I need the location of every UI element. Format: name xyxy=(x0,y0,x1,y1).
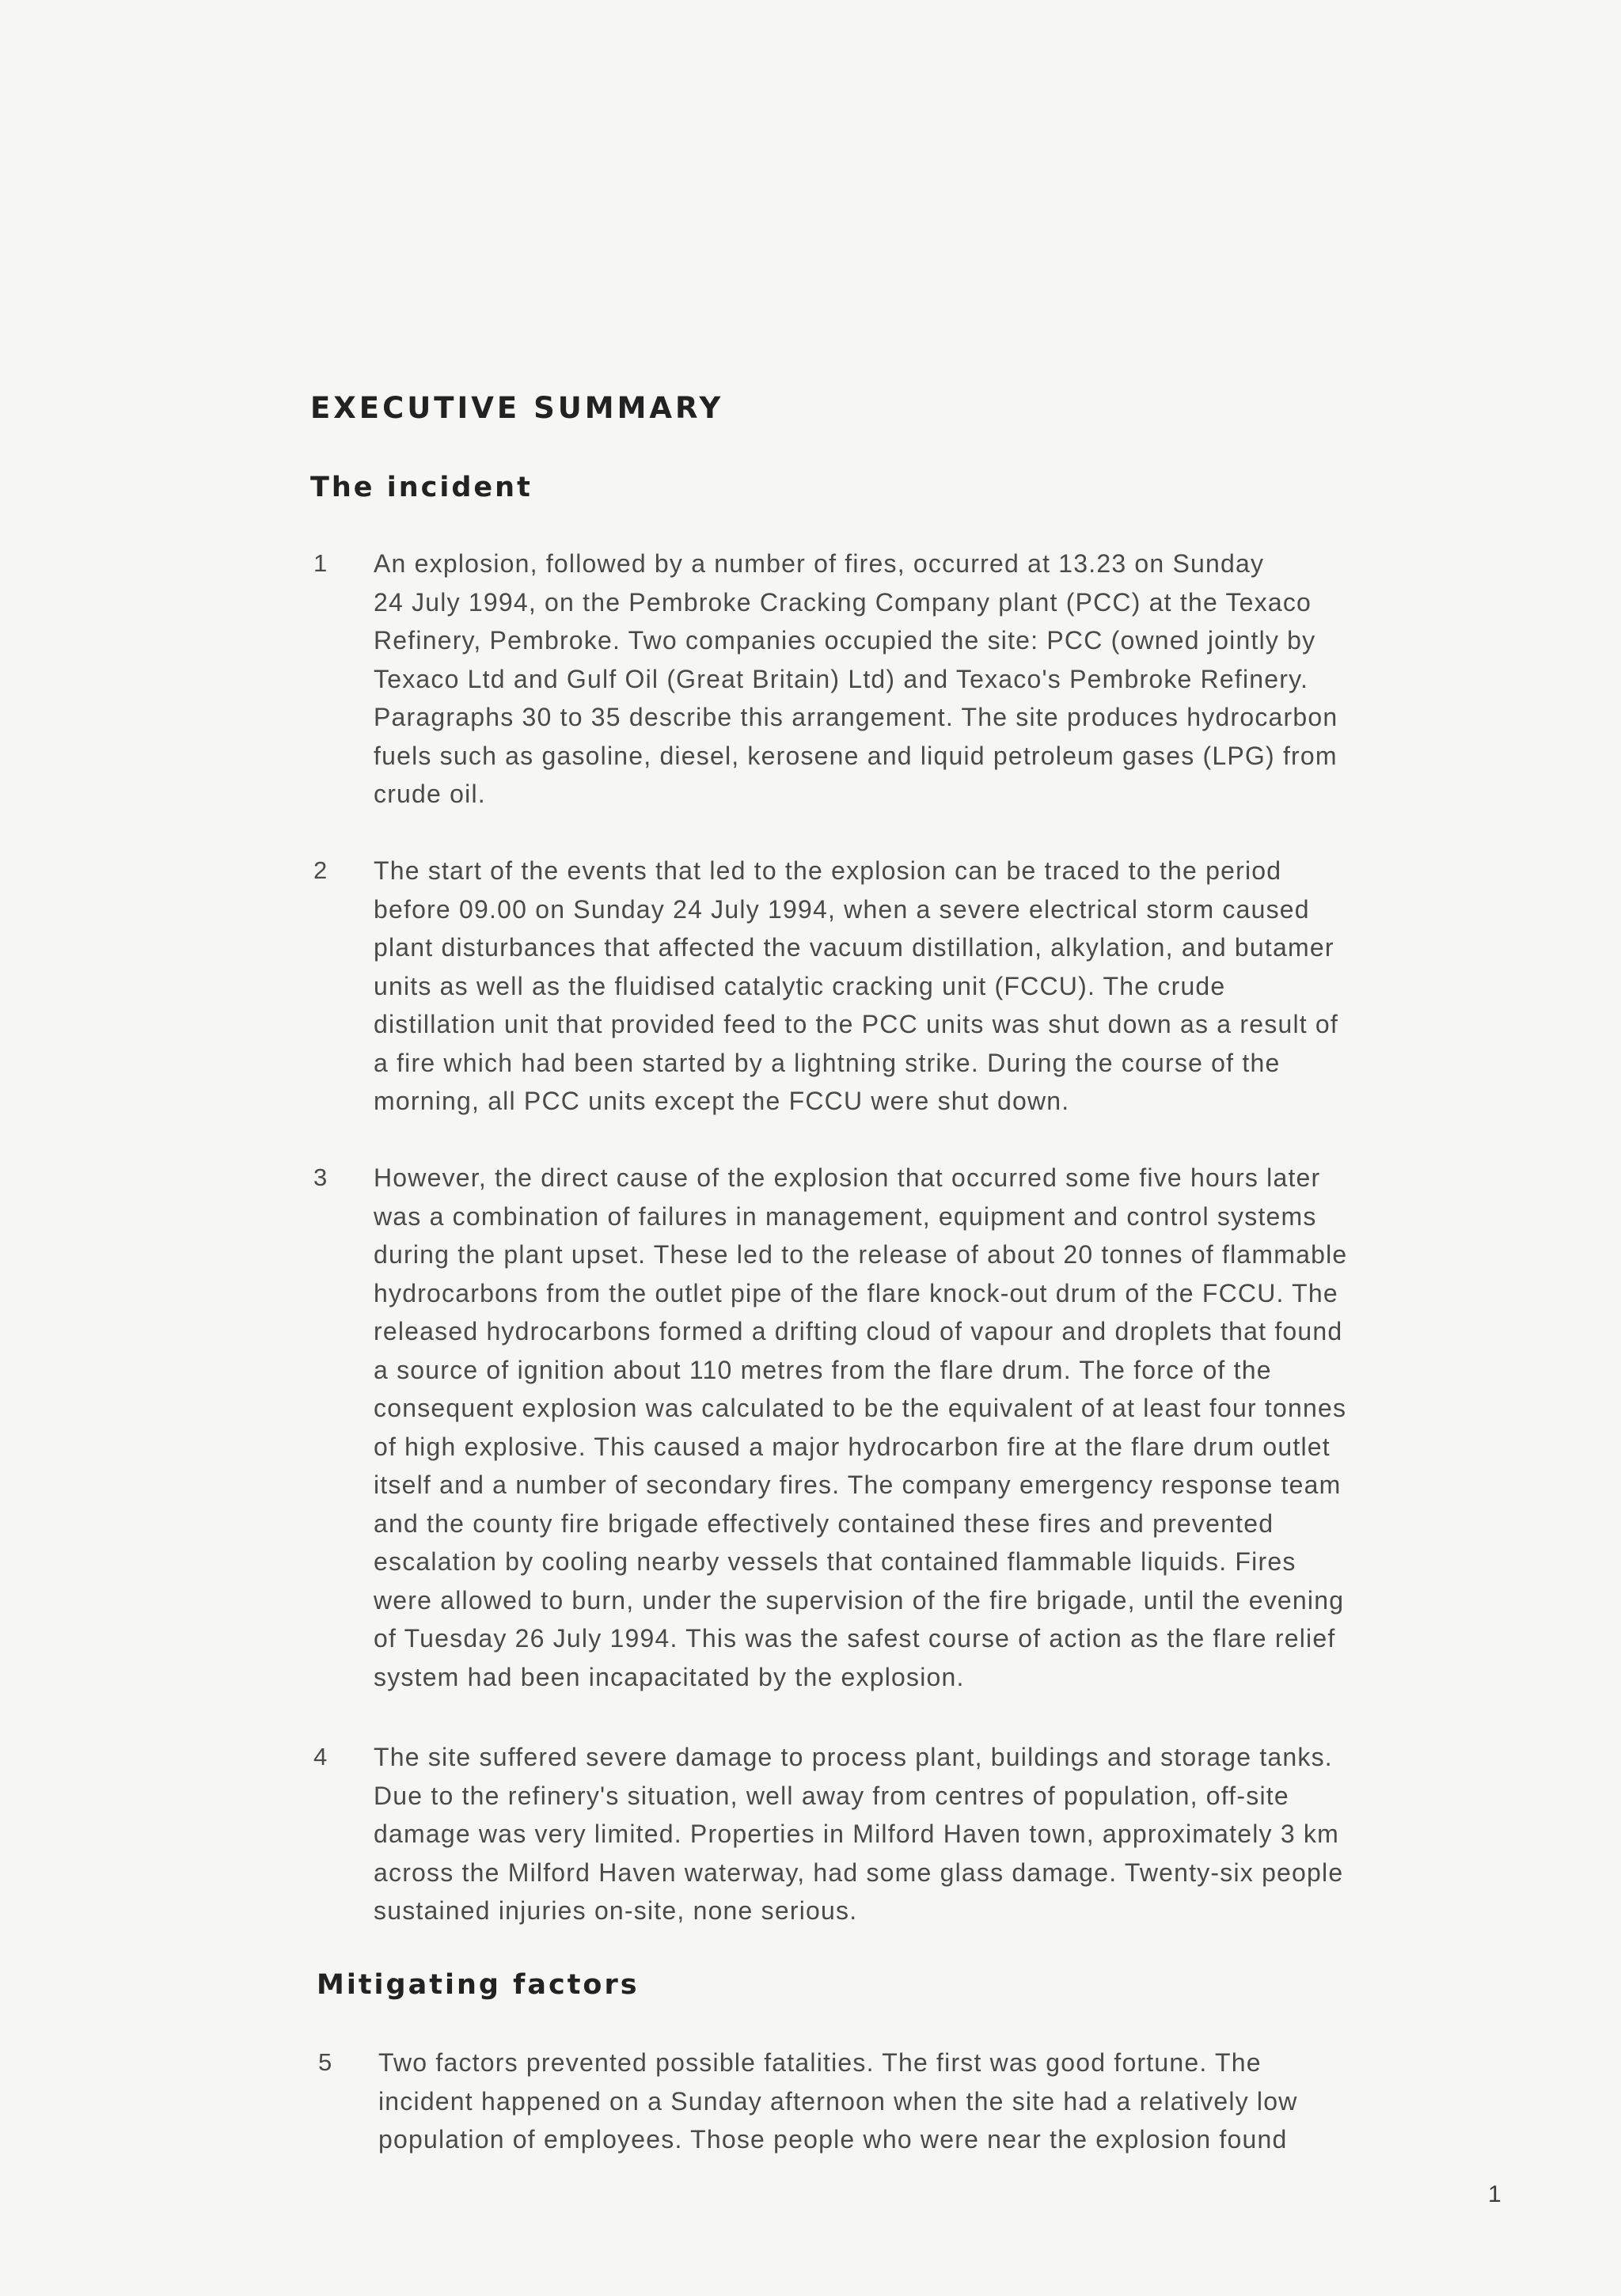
text-line: consequent explosion was calculated to be the equivalent of at least four tonnes xyxy=(374,1394,1347,1422)
text-line: An explosion, followed by a number of fires, occurred at 13.23 on Sunday xyxy=(374,549,1265,578)
subheading-mitigating-factors: Mitigating factors xyxy=(317,1969,640,2001)
text-line: incident happened on a Sunday afternoon when the site had a relatively low xyxy=(378,2086,1298,2116)
text-line: Refinery, Pembroke. Two companies occupied the site: PCC (owned jointly by xyxy=(374,626,1316,655)
text-line: was a combination of failures in management, equipment and control systems xyxy=(374,1201,1317,1231)
text-line: during the plant upset. These led to the release of about 20 tonnes of flammable xyxy=(374,1240,1348,1269)
text-line: Texaco Ltd and Gulf Oil (Great Britain) Ltd) and Texaco's Pembroke Refinery. xyxy=(374,664,1309,693)
text-line: The site suffered severe damage to process plant, buildings and storage tanks. xyxy=(374,1743,1333,1771)
text-line: The start of the events that led to the explosion can be traced to the period xyxy=(374,856,1282,885)
text-line: a source of ignition about 110 metres from the flare drum. The force of the xyxy=(374,1355,1272,1384)
text-line: population of employees. Those people who were near the explosion found xyxy=(378,2125,1288,2154)
paragraph-number: 5 xyxy=(318,2048,332,2076)
paragraph-number: 1 xyxy=(313,549,328,577)
paragraph-text xyxy=(378,2044,1502,2159)
text-line: 24 July 1994, on the Pembroke Cracking Company plant (PCC) at the Texaco xyxy=(374,587,1312,617)
text-line: fuels such as gasoline, diesel, kerosene and liquid petroleum gases (LPG) from xyxy=(374,741,1338,770)
text-line: crude oil. xyxy=(374,780,486,808)
text-line: of Tuesday 26 July 1994. This was the safest course of action as the flare relief xyxy=(374,1624,1336,1653)
text-line: hydrocarbons from the outlet pipe of the flare knock-out drum of the FCCU. The xyxy=(374,1278,1338,1307)
text-line: released hydrocarbons formed a drifting cloud of vapour and droplets that found xyxy=(374,1317,1343,1345)
section-title: EXECUTIVE SUMMARY xyxy=(310,391,724,425)
page-number: 1 xyxy=(1488,2181,1501,2207)
text-line: distillation unit that provided feed to the PCC units was shut down as a result of xyxy=(374,1010,1339,1038)
paragraph-text xyxy=(374,1738,1498,1930)
text-line: Paragraphs 30 to 35 describe this arrangement. The site produces hydrocarbon xyxy=(374,703,1338,731)
text-line: Due to the refinery's situation, well away from centres of population, off-site xyxy=(374,1781,1289,1810)
text-line: itself and a number of secondary fires. The company emergency response team xyxy=(374,1471,1342,1499)
paragraph-text xyxy=(374,545,1498,814)
text-line: damage was very limited. Properties in Milford Haven town, approximately 3 km xyxy=(374,1820,1339,1848)
text-line: and the county fire brigade effectively contained these fires and prevented xyxy=(374,1509,1274,1538)
paragraph-number: 3 xyxy=(313,1163,328,1191)
subheading-the-incident: The incident xyxy=(310,472,533,503)
text-line: units as well as the fluidised catalytic cracking unit (FCCU). The crude xyxy=(374,971,1226,1000)
paragraph-text xyxy=(374,852,1498,1121)
paragraph-number: 2 xyxy=(313,856,328,884)
text-line: escalation by cooling nearby vessels that contained flammable liquids. Fires xyxy=(374,1547,1296,1576)
paragraph-number: 4 xyxy=(313,1743,328,1770)
text-line: plant disturbances that affected the vacuum distillation, alkylation, and butamer xyxy=(374,933,1334,962)
text-line: a fire which had been started by a lightning strike. During the course of the xyxy=(374,1048,1281,1077)
text-line: across the Milford Haven waterway, had some glass damage. Twenty-six people xyxy=(374,1858,1344,1887)
paragraph-text xyxy=(374,1159,1498,1696)
text-line: before 09.00 on Sunday 24 July 1994, when a severe electrical storm caused xyxy=(374,894,1310,924)
text-line: system had been incapacitated by the explosion. xyxy=(374,1662,965,1691)
text-line: were allowed to burn, under the supervision of the fire brigade, until the evening xyxy=(374,1585,1345,1615)
text-line: Two factors prevented possible fatalities. The first was good fortune. The xyxy=(378,2048,1262,2077)
text-line: morning, all PCC units except the FCCU were shut down. xyxy=(374,1087,1070,1115)
text-line: However, the direct cause of the explosion that occurred some five hours later xyxy=(374,1163,1321,1192)
text-line: sustained injuries on-site, none serious. xyxy=(374,1896,858,1925)
text-line: of high explosive. This caused a major hydrocarbon fire at the flare drum outlet xyxy=(374,1432,1331,1461)
